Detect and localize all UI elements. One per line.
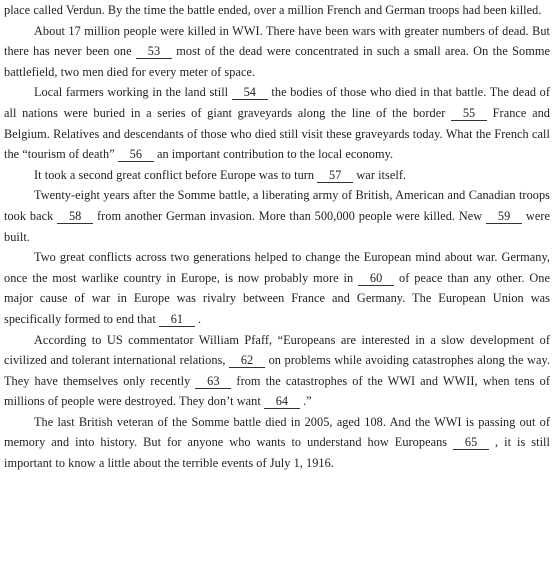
answer-blank[interactable]: 65 (453, 435, 489, 450)
paragraph (4, 412, 550, 474)
paragraph-text: Local farmers working in the land still (34, 85, 232, 100)
answer-blank[interactable]: 64 (264, 394, 300, 409)
paragraph-text: According to US commentator William Pfaff, “Europeans are interested in a slow development of civilized and tolerant international relations, (4, 332, 550, 368)
paragraph (4, 0, 550, 21)
paragraph-text: on problems while avoiding catastrophes along the way. They have themselves only recently (4, 353, 551, 388)
paragraph-text: The last British veteran of the Somme battle died in 2005, aged 108. And the WWI is passing out of memory and into history. But for anyone who wants to understand how Europeans (4, 414, 550, 450)
paragraph-text: place called Verdun. By the time the battle ended, over a million French and German troops had been killed. (4, 3, 542, 17)
answer-blank[interactable]: 53 (136, 44, 172, 59)
answer-blank[interactable]: 60 (358, 271, 394, 286)
paragraph-text: France and Belgium. Relatives and descendants of those who died still visit these graveyards today. What the French call the “tourism of death” (4, 105, 550, 162)
answer-blank[interactable]: 54 (232, 85, 268, 100)
answer-blank[interactable]: 62 (229, 353, 265, 368)
paragraph-text: .” (299, 394, 312, 409)
paragraph-text: were built. (4, 208, 551, 244)
paragraph-text: Two great conflicts across two generations helped to change the European mind about war. Germany, once the most warlike country in Europe, is now probably more in (4, 250, 550, 285)
paragraph-text: an important contribution to the local economy. (153, 147, 394, 162)
paragraph-text: , it is still important to know a little about the terrible events of July 1, 1916. (4, 435, 550, 471)
paragraph-text: Twenty-eight years after the Somme battle, a liberating army of British, American and Canadian troops took back (4, 188, 550, 223)
paragraph-text: from another German invasion. More than 500,000 people were killed. New (93, 208, 487, 223)
paragraph-text: of peace than any other. One major cause of war in Europe was rivalry between France and Germany. The European Union was specifically formed to end that (4, 270, 550, 326)
answer-blank[interactable]: 58 (57, 209, 93, 224)
paragraph-text: . (194, 311, 202, 326)
answer-blank[interactable]: 63 (195, 374, 231, 389)
answer-blank[interactable]: 55 (451, 106, 487, 121)
paragraph-text: most of the dead were concentrated in such a small area. On the Somme battlefield, two men died for every meter of space. (4, 44, 550, 79)
paragraph-text: the bodies of those who died in that battle. The dead of all nations were buried in a series of giant graveyards along the line of the border (4, 85, 550, 120)
paragraph (4, 247, 550, 329)
paragraph-text: About 17 million people were killed in WWI. There have been wars with greater numbers of dead. But there has never been one (4, 23, 550, 59)
paragraph (4, 330, 550, 412)
answer-blank[interactable]: 61 (159, 312, 195, 327)
paragraph (4, 82, 550, 164)
paragraph-text: from the catastrophes of the WWI and WWII, when tens of millions of people were destroyed. They don’t want (4, 373, 550, 409)
answer-blank[interactable]: 59 (486, 209, 522, 224)
paragraph (4, 165, 550, 186)
paragraph (4, 185, 550, 247)
paragraph (4, 21, 550, 83)
answer-blank[interactable]: 57 (317, 168, 353, 183)
paragraph-text: war itself. (353, 167, 407, 182)
answer-blank[interactable]: 56 (118, 147, 154, 162)
paragraph-text: It took a second great conflict before Europe was to turn (34, 167, 318, 182)
